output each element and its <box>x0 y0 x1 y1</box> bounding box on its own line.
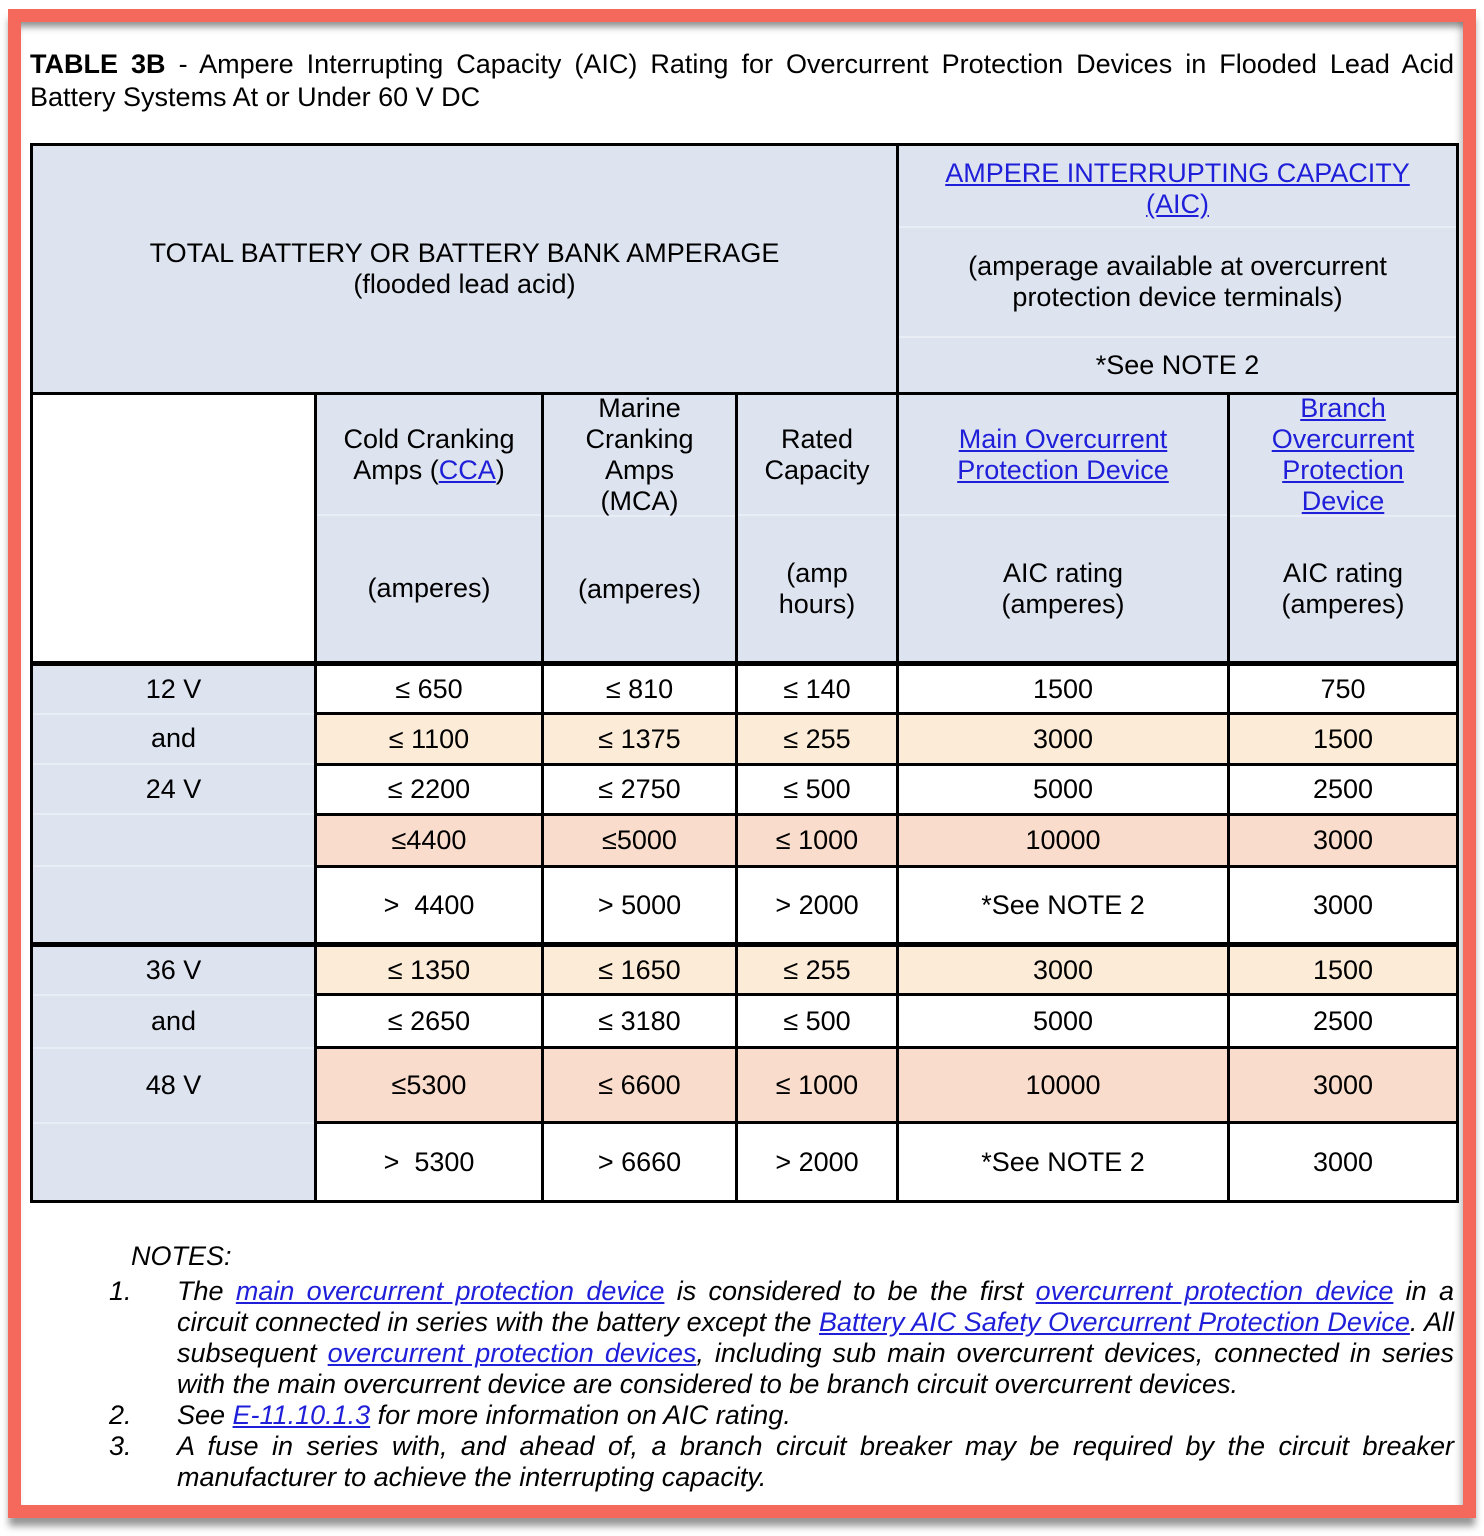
mca-value: > 6660 <box>544 1124 735 1200</box>
note-text: The main overcurrent protection device is considered to be the first overcurrent protection device in a circuit connected in series with the battery except the Battery AIC Safety Overcurrent Protection Device. All subsequent overcurrent protection devices, including sub main overcurrent devices, connected in series with the main overcurrent device are considered to be branch circuit overcurrent devices. <box>177 1276 1455 1399</box>
table-title <box>30 48 1454 114</box>
branch-opd-link[interactable]: Branch Overcurrent Protection Device <box>1271 393 1415 516</box>
main-aic-rating: 3000 <box>899 947 1227 993</box>
rated-capacity-value: ≤ 500 <box>738 996 896 1046</box>
cca-value: ≤ 1100 <box>317 715 541 763</box>
voltage-label-empty <box>33 867 314 942</box>
main-opd-header-name <box>899 395 1227 516</box>
main-opd-note-link[interactable]: main overcurrent protection device <box>235 1276 665 1306</box>
branch-aic-rating: 1500 <box>1230 947 1456 993</box>
rated-capacity-value: ≤ 500 <box>738 766 896 813</box>
cca-value: ≤5300 <box>317 1049 541 1121</box>
rated-capacity-value: ≤ 1000 <box>738 1049 896 1121</box>
mca-value: ≤ 1375 <box>544 715 735 763</box>
voltage-label: 48 V <box>33 1049 314 1124</box>
rated-capacity-value: ≤ 1000 <box>738 816 896 865</box>
header-battery-bank-title: TOTAL BATTERY OR BATTERY BANK AMPERAGE <box>149 238 780 268</box>
notes-heading: NOTES: <box>131 1241 232 1271</box>
mca-value: ≤ 6600 <box>544 1049 735 1121</box>
cca-value: ≤ 2650 <box>317 996 541 1046</box>
main-aic-rating: 1500 <box>899 666 1227 712</box>
column-header-cca <box>317 395 541 663</box>
header-aic-link-row <box>899 146 1456 228</box>
cca-value: ≤4400 <box>317 816 541 865</box>
cca-header-name: Cold Cranking Amps (CCA) <box>317 395 541 516</box>
mca-header-name: Marine Cranking Amps (MCA) <box>544 395 735 517</box>
mca-value: ≤ 2750 <box>544 766 735 813</box>
opds-note-link[interactable]: overcurrent protection devices <box>327 1338 697 1368</box>
notes-section <box>109 1241 1454 1493</box>
rated-capacity-header-unit: (amp hours) <box>778 557 856 619</box>
branch-aic-rating: 3000 <box>1230 868 1456 944</box>
header-aic-description: (amperage available at overcurrent protection device terminals) <box>899 228 1456 338</box>
main-aic-rating: 10000 <box>899 816 1227 865</box>
voltage-label: 24 V <box>33 765 314 815</box>
main-aic-rating: *See NOTE 2 <box>899 1124 1227 1200</box>
mca-value: ≤5000 <box>544 816 735 865</box>
branch-opd-header-name <box>1230 395 1456 517</box>
branch-aic-rating: 2500 <box>1230 766 1456 813</box>
note-number: 2. <box>109 1400 132 1430</box>
note-text: See E-11.10.1.3 for more information on AIC rating. <box>177 1400 791 1430</box>
branch-aic-rating: 1500 <box>1230 715 1456 763</box>
rated-capacity-value: ≤ 255 <box>738 715 896 763</box>
voltage-label-empty <box>33 1124 314 1200</box>
header-battery-bank-subtitle: (flooded lead acid) <box>353 269 576 299</box>
note-number: 3. <box>109 1431 132 1461</box>
voltage-group-36v-48v <box>33 947 314 1200</box>
aic-link[interactable]: AMPERE INTERRUPTING CAPACITY (AIC) <box>945 158 1410 219</box>
mca-value: ≤ 810 <box>544 666 735 712</box>
column-header-mca <box>544 395 735 663</box>
branch-opd-header-unit: AIC rating (amperes) <box>1281 558 1405 619</box>
cca-value: > 5300 <box>317 1124 541 1200</box>
main-aic-rating: 5000 <box>899 996 1227 1046</box>
voltage-label: 36 V <box>33 947 314 996</box>
branch-aic-rating: 3000 <box>1230 816 1456 865</box>
table-title-label: TABLE 3B <box>30 49 166 79</box>
main-opd-link[interactable]: Main Overcurrent Protection Device <box>957 423 1169 485</box>
voltage-label: and <box>33 715 314 766</box>
cca-value: ≤ 2200 <box>317 766 541 813</box>
table-title-text: - Ampere Interrupting Capacity (AIC) Rating for Overcurrent Protection Devices in Flooded Lead Acid Battery Systems At or Under 60 V DC <box>30 49 1454 112</box>
opd-note-link[interactable]: overcurrent protection device <box>1035 1276 1394 1306</box>
rated-capacity-header-name: Rated Capacity <box>738 395 896 516</box>
rated-capacity-value: > 2000 <box>738 1124 896 1200</box>
branch-aic-rating: 3000 <box>1230 1049 1456 1121</box>
voltage-label: 12 V <box>33 666 314 715</box>
voltage-label-empty <box>33 815 314 867</box>
rated-capacity-value: > 2000 <box>738 868 896 944</box>
main-aic-rating: 3000 <box>899 715 1227 763</box>
cca-header-unit: (amperes) <box>367 573 491 604</box>
main-aic-rating: 5000 <box>899 766 1227 813</box>
column-header-branch-opd <box>1230 395 1456 663</box>
mca-header-unit: (amperes) <box>577 573 702 604</box>
header-aic <box>899 146 1456 392</box>
column-header-main-opd <box>899 395 1227 663</box>
main-opd-header-unit: AIC rating (amperes) <box>1001 557 1125 619</box>
header-aic-see-note: *See NOTE 2 <box>1095 349 1260 380</box>
mca-value: ≤ 1650 <box>544 947 735 993</box>
cca-link[interactable]: CCA <box>438 454 496 485</box>
header-battery-bank-amperage <box>33 146 896 392</box>
rated-capacity-value: ≤ 140 <box>738 666 896 712</box>
voltage-group-12v-24v <box>33 666 314 944</box>
note-number: 1. <box>109 1276 132 1306</box>
column-header-rated-capacity <box>738 395 896 663</box>
note-3 <box>109 1431 1454 1493</box>
battery-aic-safety-opd-link[interactable]: Battery AIC Safety Overcurrent Protection Device <box>818 1307 1410 1337</box>
cca-value: ≤ 1350 <box>317 947 541 993</box>
header-spacer-cell <box>33 395 314 663</box>
note-1 <box>109 1276 1454 1400</box>
branch-aic-rating: 2500 <box>1230 996 1456 1046</box>
mca-value: ≤ 3180 <box>544 996 735 1046</box>
branch-aic-rating: 750 <box>1230 666 1456 712</box>
page-content <box>21 22 1463 1505</box>
cca-value: ≤ 650 <box>317 666 541 712</box>
mca-value: > 5000 <box>544 868 735 944</box>
main-aic-rating: 10000 <box>899 1049 1227 1121</box>
branch-aic-rating: 3000 <box>1230 1124 1456 1200</box>
voltage-label: and <box>33 996 314 1049</box>
rated-capacity-value: ≤ 255 <box>738 947 896 993</box>
page-frame <box>8 9 1476 1518</box>
note-text: A fuse in series with, and ahead of, a branch circuit breaker may be required by the circuit breaker manufacturer to achieve the interrupting capacity. <box>177 1431 1454 1492</box>
cca-value: > 4400 <box>317 868 541 944</box>
note-2 <box>109 1400 1454 1431</box>
main-aic-rating: *See NOTE 2 <box>899 868 1227 944</box>
aic-rating-table <box>30 143 1459 1203</box>
e-11-10-1-3-link[interactable]: E-11.10.1.3 <box>232 1400 371 1430</box>
